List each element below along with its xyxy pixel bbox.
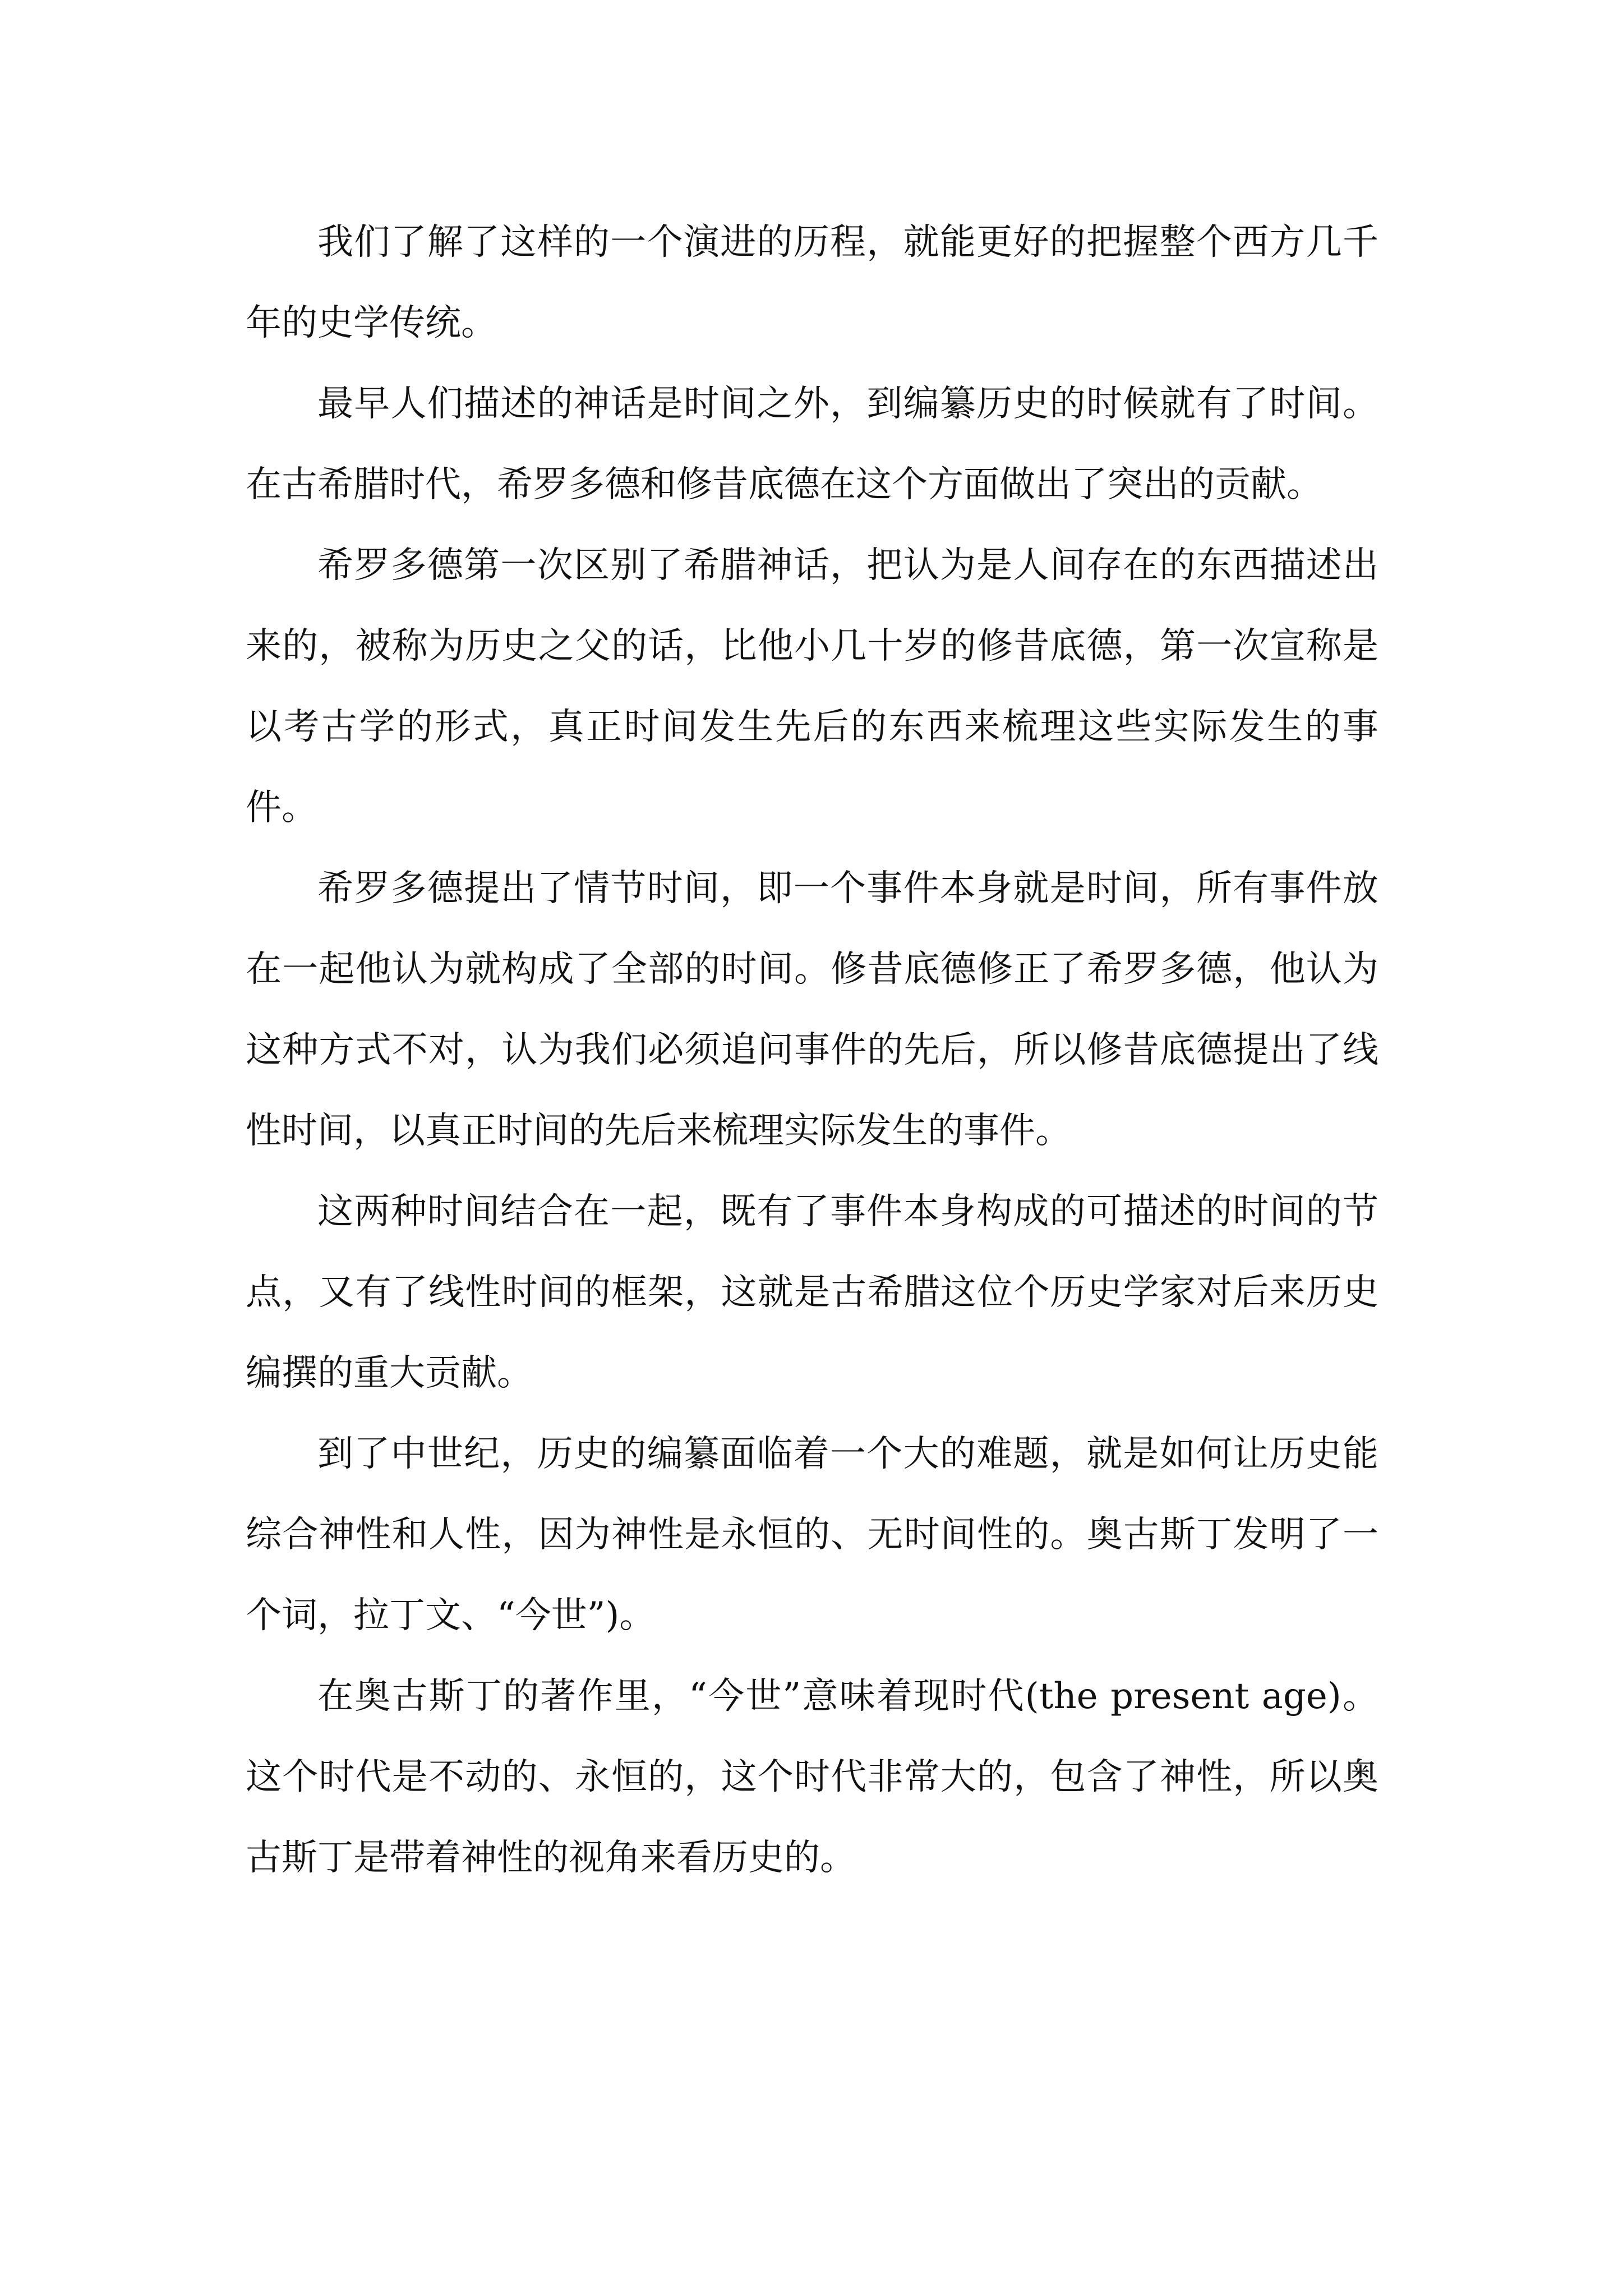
- body-text: [246, 202, 1378, 1898]
- paragraph-5: 这两种时间结合在一起，既有了事件本身构成的可描述的时间的节点，又有了线性时间的框架，这就是古希腊这位个历史学家对后来历史编撰的重大贡献。: [246, 1191, 1378, 1394]
- paragraph-4: 希罗多德提出了情节时间，即一个事件本身就是时间，所有事件放在一起他认为就构成了全部的时间。修昔底德修正了希罗多德，他认为这种方式不对，认为我们必须追问事件的先后，所以修昔底德提出了线性时间，以真正时间的先后来梳理实际发生的事件。: [246, 868, 1378, 1152]
- paragraph-7: 在奥古斯丁的著作里，“今世”意味着现时代(the present age)。这个时代是不动的、永恒的，这个时代非常大的，包含了神性，所以奥古斯丁是带着神性的视角来看历史的。: [246, 1676, 1378, 1879]
- paragraph-3: 希罗多德第一次区别了希腊神话，把认为是人间存在的东西描述出来的，被称为历史之父的话，比他小几十岁的修昔底德，第一次宣称是以考古学的形式，真正时间发生先后的东西来梳理这些实际发生的事件。: [246, 545, 1378, 829]
- paragraph-2: 最早人们描述的神话是时间之外，到编纂历史的时候就有了时间。在古希腊时代，希罗多德和修昔底德在这个方面做出了突出的贡献。: [246, 383, 1378, 505]
- paragraph-6: 到了中世纪，历史的编纂面临着一个大的难题，就是如何让历史能综合神性和人性，因为神性是永恒的、无时间性的。奥古斯丁发明了一个词，拉丁文、“今世”)。: [246, 1433, 1378, 1636]
- paragraph-1: 我们了解了这样的一个演进的历程，就能更好的把握整个西方几千年的史学传统。: [246, 222, 1378, 344]
